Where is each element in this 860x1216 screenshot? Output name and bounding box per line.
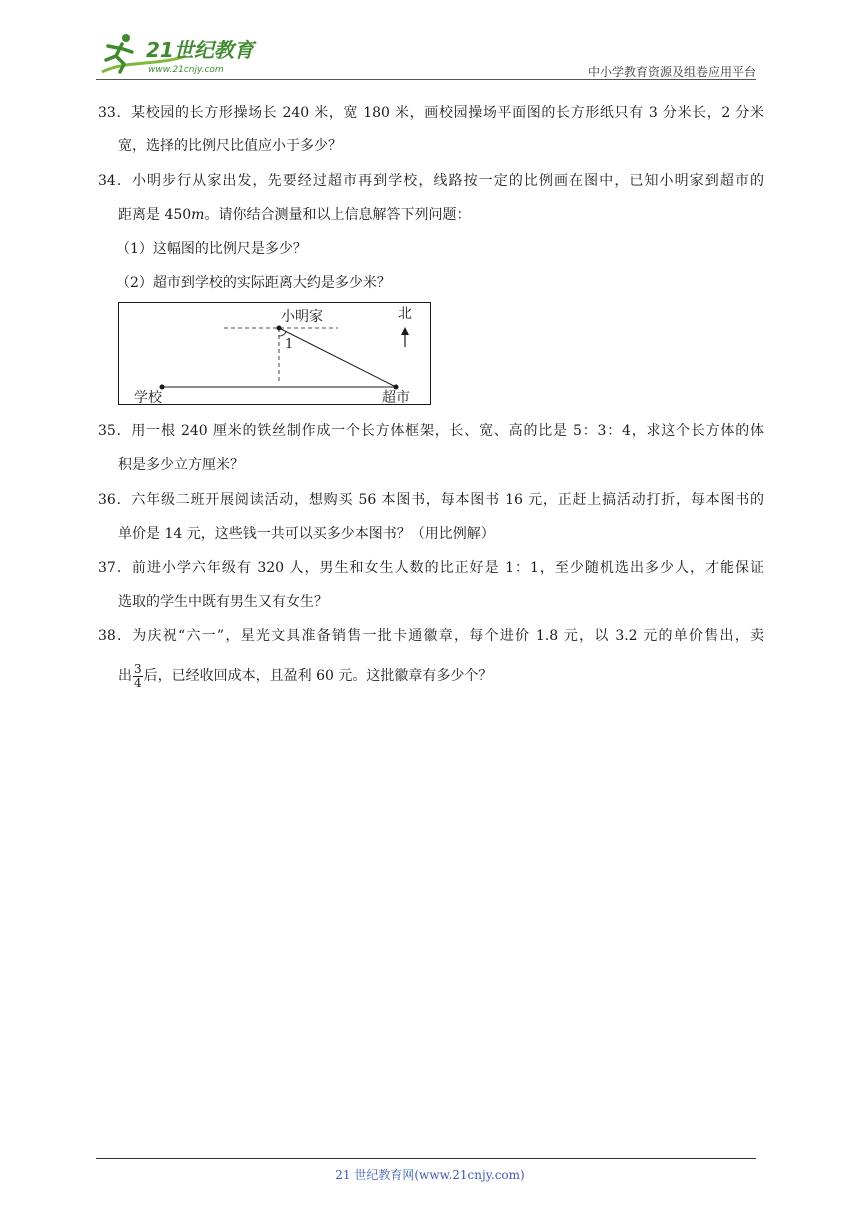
header-slogan: 中小学教育资源及组卷应用平台 bbox=[587, 65, 756, 79]
market-point bbox=[394, 385, 399, 390]
home-point bbox=[277, 326, 282, 331]
label-market: 超市 bbox=[382, 390, 410, 405]
page-header bbox=[96, 30, 756, 80]
route-diagram bbox=[118, 302, 431, 405]
label-angle: 1 bbox=[285, 337, 294, 352]
label-north: 北 bbox=[398, 306, 412, 322]
q35-line1: 35．用一根 240 厘米的铁丝制作成一个长方体框架，长、宽、高的比是 5：3：4，求这个长方体的体 bbox=[98, 423, 764, 439]
fraction-three-quarters bbox=[133, 663, 143, 690]
q35-line2: 积是多少立方厘米？ bbox=[118, 457, 244, 473]
label-school: 学校 bbox=[134, 390, 162, 405]
q34-unit: m bbox=[191, 207, 205, 223]
north-arrow-icon bbox=[401, 327, 409, 335]
q38-line1: 38．为庆祝“六一”，星光文具准备销售一批卡通徽章，每个进价 1.8 元，以 3.2 元的单价售出，卖 bbox=[98, 628, 764, 644]
q38-line2-pre: 出 bbox=[118, 668, 132, 684]
fraction-denominator: 4 bbox=[134, 675, 142, 690]
label-home: 小明家 bbox=[281, 309, 323, 325]
logo-url: www.21cnjy.com bbox=[148, 65, 224, 75]
fraction-numerator: 3 bbox=[134, 661, 142, 676]
q38-line2 bbox=[118, 661, 492, 691]
school-point bbox=[160, 385, 165, 390]
q36-line1: 36．六年级二班开展阅读活动，想购买 56 本图书，每本图书 16 元，正赶上搞活动打折，每本图书的 bbox=[98, 492, 764, 508]
q34-sub1: （1）这幅图的比例尺是多少？ bbox=[116, 241, 307, 257]
q34-line2-pre: 距离是 450 bbox=[118, 207, 192, 223]
footer-text: 21 世纪教育网(www.21cnjy.com) bbox=[335, 1168, 525, 1182]
q37-line2: 选取的学生中既有男生又有女生？ bbox=[118, 594, 328, 610]
home-to-market-route bbox=[279, 328, 396, 387]
q34-line2-post: 。请你结合测量和以上信息解答下列问题： bbox=[204, 207, 471, 223]
q36-line2: 单价是 14 元，这些钱一共可以买多少本图书？（用比例解） bbox=[118, 526, 495, 542]
q37-line1: 37．前进小学六年级有 320 人，男生和女生人数的比正好是 1：1，至少随机选出多少人，才能保证 bbox=[98, 560, 764, 576]
q34-line1: 34．小明步行从家出发，先要经过超市再到学校，线路按一定的比例画在图中，已知小明家到超市的 bbox=[98, 173, 764, 189]
q34-sub2: （2）超市到学校的实际距离大约是多少米？ bbox=[116, 275, 391, 291]
logo bbox=[96, 30, 266, 78]
q33-line1: 33．某校园的长方形操场长 240 米，宽 180 米，画校园操场平面图的长方形纸只有 3 分米长，2 分米 bbox=[98, 105, 764, 121]
q34-line2 bbox=[118, 205, 470, 225]
logo-text: 21世纪教育 bbox=[146, 38, 254, 62]
q38-line2-post: 后，已经收回成本，且盈利 60 元。这批徽章有多少个？ bbox=[143, 668, 493, 684]
header-divider bbox=[96, 79, 756, 80]
angle-arc bbox=[279, 332, 286, 336]
footer-divider bbox=[96, 1158, 756, 1159]
q33-line2: 宽，选择的比例尺比值应小于多少？ bbox=[118, 138, 342, 154]
